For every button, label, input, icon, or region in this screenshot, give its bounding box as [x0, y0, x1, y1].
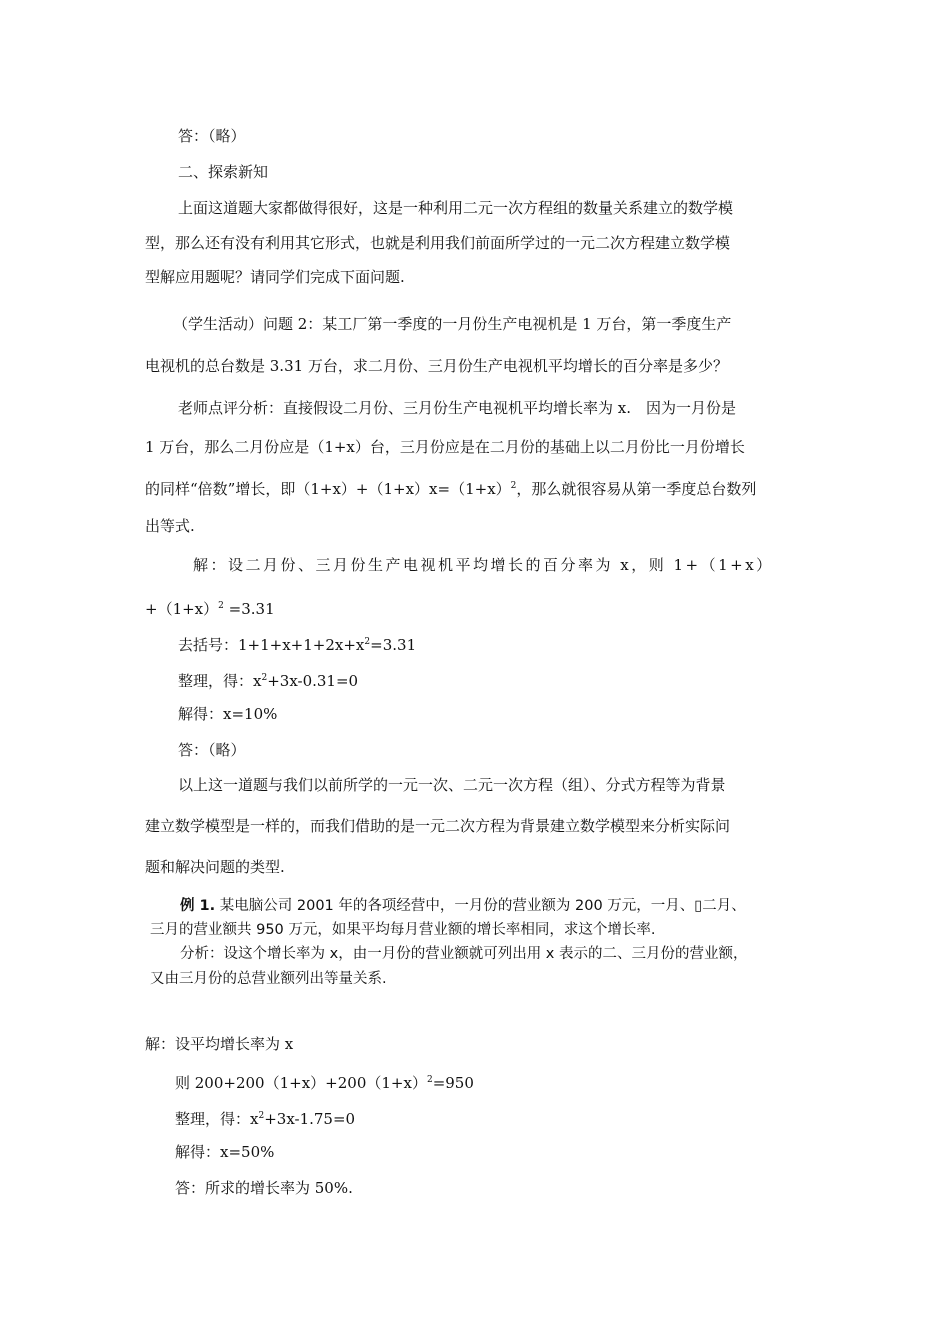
analysis-line: 1 万台，那么二月份应是（1+x）台，三月份应是在二月份的基础上以二月份比一月份增长	[145, 438, 745, 456]
solution-step: 则 $200+200(1+x)+200(1+x)^2=950$	[175, 1074, 474, 1092]
solution-line: 解：设平均增长率为 x	[145, 1035, 294, 1053]
example-line: 例 1. 某电脑公司 2001 年的各项经营中，一月份的营业额为 200 万元，一月、▯二月、	[180, 898, 746, 914]
paragraph-line: 型，那么还有没有利用其它形式，也就是利用我们前面所学过的一元二次方程建立数学模	[145, 234, 731, 252]
section-heading: 二、探索新知	[178, 163, 269, 181]
example-analysis-line: 分析：设这个增长率为 x，由一月份的营业额就可列出用 x 表示的二、三月份的营业额，	[180, 946, 748, 962]
summary-line: 题和解决问题的类型.	[145, 858, 285, 876]
solution-step: 解得：x=50%	[175, 1143, 275, 1161]
paragraph-line: 型解应用题呢？请同学们完成下面问题.	[145, 268, 405, 286]
summary-line: 建立数学模型是一样的，而我们借助的是一元二次方程为背景建立数学模型来分析实际问	[145, 817, 731, 835]
paragraph-line: 上面这道题大家都做得很好，这是一种利用二元一次方程组的数量关系建立的数学模	[178, 199, 734, 217]
solution-step: 去括号：$1+1+x+1+2x+x^2=3.31$	[178, 636, 417, 654]
summary-line: 以上这一道题与我们以前所学的一元一次、二元一次方程（组）、分式方程等为背景	[178, 776, 726, 794]
analysis-line: 出等式.	[145, 517, 195, 535]
solution-step: 整理，得：$x^2+3x-0.31=0$	[178, 672, 359, 690]
solution-step: 整理，得：$x^2+3x-1.75=0$	[175, 1110, 356, 1128]
analysis-line: 老师点评分析：直接假设二月份、三月份生产电视机平均增长率为 x. 因为一月份是	[178, 399, 736, 417]
final-answer: 答：所求的增长率为 50%.	[175, 1179, 353, 1197]
solution-line: 解：设二月份、三月份生产电视机平均增长的百分率为 x，则 1+（1+x）	[193, 556, 774, 574]
problem-line: 电视机的总台数是 3.31 万台，求二月份、三月份生产电视机平均增长的百分率是多少？	[145, 357, 728, 375]
answer-omitted-2: 答：（略）	[178, 741, 246, 759]
example-line: 三月的营业额共 950 万元，如果平均每月营业额的增长率相同，求这个增长率.	[150, 922, 656, 938]
answer-omitted-1: 答：（略）	[178, 127, 246, 145]
solution-step: 解得：x=10%	[178, 705, 278, 723]
example-label: 例 1.	[180, 898, 216, 914]
solution-line: $+(1+x)^2 =3.31$	[145, 600, 275, 618]
problem-line: （学生活动）问题 2：某工厂第一季度的一月份生产电视机是 1 万台，第一季度生产	[173, 315, 732, 333]
analysis-line: 的同样“倍数”增长，即$(1+x)+(1+x)x=(1+x)^2$，那么就很容易从第一季度总台数列	[145, 480, 757, 498]
example-analysis-line: 又由三月份的总营业额列出等量关系.	[150, 971, 387, 987]
